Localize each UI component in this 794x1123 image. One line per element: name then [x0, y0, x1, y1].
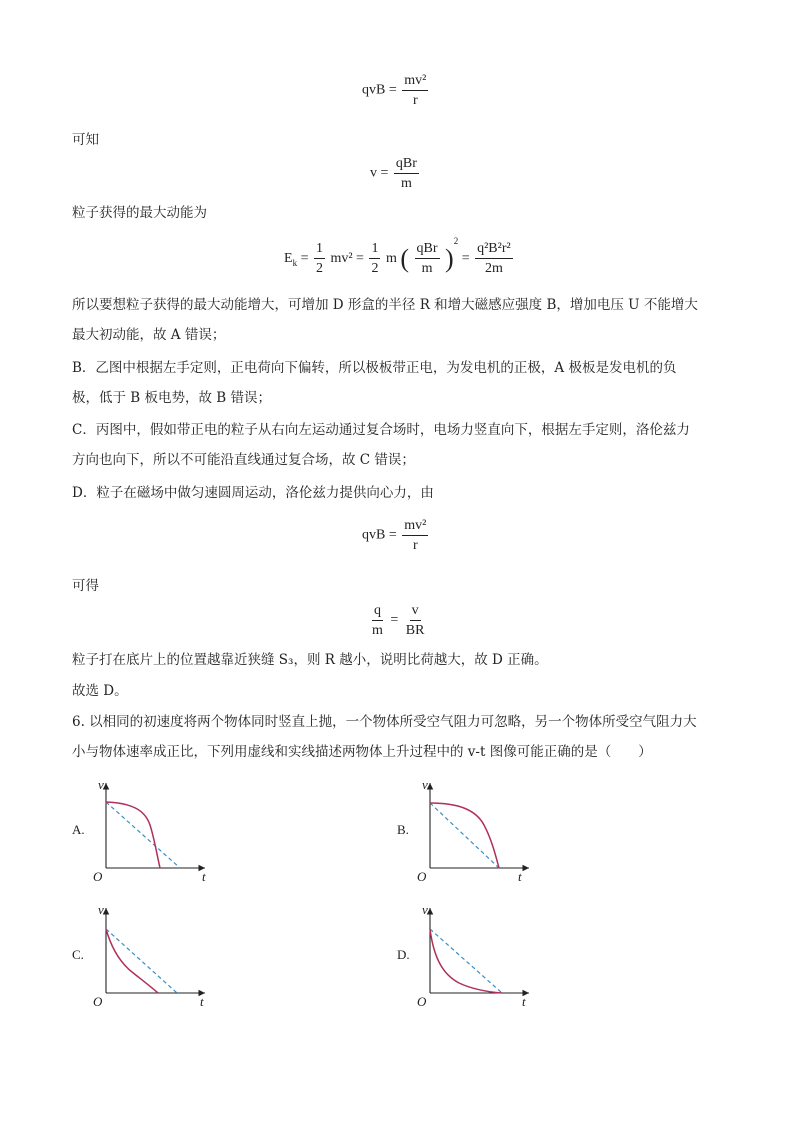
option-d-label[interactable]: D. [397, 947, 410, 962]
question-6-line: 6. 以相同的初速度将两个物体同时竖直上抛，一个物体所受空气阻力可忽略，另一个物体所受空气阻力大 [72, 714, 697, 730]
denominator: 2 [315, 261, 323, 277]
option-a-label[interactable]: A. [72, 822, 85, 837]
equation-velocity [370, 155, 421, 192]
x-axis-label: t [200, 994, 204, 1009]
y-axis-label: v [422, 902, 428, 917]
numerator: q [372, 602, 383, 621]
equation-charge-mass-ratio [368, 602, 428, 639]
paren-open: ( [400, 243, 410, 273]
numerator: v [410, 602, 421, 621]
equation-lorentz-centripetal-2 [362, 517, 430, 554]
eq-term: mv² = [330, 251, 364, 266]
denominator: BR [405, 623, 425, 638]
fraction [314, 240, 325, 277]
eq-operator: = [461, 251, 470, 266]
eq-lhs: v = [370, 165, 389, 181]
dashed-line [106, 802, 180, 868]
eq-symbol: E [284, 251, 293, 266]
graph-option-a[interactable] [90, 775, 215, 889]
y-axis-label: v [422, 777, 428, 792]
text-line: 可知 [72, 132, 99, 148]
numerator: q²B²r² [475, 240, 513, 259]
dashed-line [430, 929, 502, 993]
paren-close: ) [445, 243, 454, 273]
text-line: 所以要想粒子获得的最大动能增大，可增加 D 形盒的半径 R 和增大磁感应强度 B，增加电压 U 不能增大 [72, 297, 698, 313]
graph-option-d[interactable] [414, 900, 539, 1014]
x-axis-label: t [202, 869, 206, 884]
fraction [475, 240, 513, 277]
fraction [404, 602, 427, 639]
eq-operator: = [300, 251, 312, 266]
origin-label: O [417, 869, 427, 884]
y-axis-label: v [98, 902, 104, 917]
equation-lorentz-centripetal [362, 72, 430, 109]
eq-exponent: 2 [453, 236, 459, 246]
denominator: m [400, 176, 412, 191]
option-b-label[interactable]: B. [397, 822, 409, 837]
fraction [370, 602, 385, 639]
dashed-line [106, 929, 177, 993]
denominator: r [412, 93, 418, 108]
origin-label: O [93, 869, 103, 884]
fraction [394, 155, 419, 192]
solid-curve [106, 802, 160, 868]
eq-subscript: k [292, 257, 298, 268]
text-line: 最大初动能，故 A 错误； [72, 327, 226, 343]
text-line: 故选 D。 [72, 683, 128, 699]
option-c-label[interactable]: C. [72, 947, 84, 962]
fraction [369, 240, 380, 277]
graph-option-b[interactable] [414, 775, 539, 889]
numerator: mv² [402, 517, 428, 536]
fraction [415, 240, 440, 277]
origin-label: O [93, 994, 103, 1009]
eq-lhs: qvB = [362, 527, 397, 543]
graph-option-c[interactable] [90, 900, 215, 1014]
numerator: 1 [314, 240, 325, 259]
text-line: D．粒子在磁场中做匀速圆周运动，洛伦兹力提供向心力，由 [72, 485, 434, 501]
fraction [402, 517, 428, 554]
eq-operator: = [390, 612, 399, 628]
numerator: mv² [402, 72, 428, 91]
denominator: 2m [484, 261, 503, 277]
eq-lhs: qvB = [362, 82, 397, 98]
numerator: qBr [394, 155, 419, 174]
question-6-line: 小与物体速率成正比，下列用虚线和实线描述两物体上升过程中的 v-t 图像可能正确的是（ ） [72, 744, 652, 760]
text-line: B．乙图中根据左手定则，正电荷向下偏转，所以极板带正电，为发电机的正极，A 极板是发电机的负 [72, 360, 677, 376]
text-line: 方向也向下，所以不可能沿直线通过复合场，故 C 错误； [72, 452, 415, 468]
fraction [402, 72, 428, 109]
denominator: m [372, 623, 383, 638]
y-axis-label: v [98, 777, 104, 792]
denominator: r [412, 538, 418, 553]
denominator: 2 [371, 261, 379, 277]
eq-term: m [385, 251, 397, 266]
text-line: 粒子打在底片上的位置越靠近狭缝 S₃，则 R 越小，说明比荷越大，故 D 正确。 [72, 652, 548, 668]
origin-label: O [417, 994, 427, 1009]
text-line: C．丙图中，假如带正电的粒子从右向左运动通过复合场时，电场力竖直向下，根据左手定则，洛伦兹力 [72, 422, 690, 438]
text-line: 粒子获得的最大动能为 [72, 205, 207, 221]
x-axis-label: t [518, 869, 522, 884]
denominator: m [421, 261, 433, 277]
numerator: qBr [415, 240, 440, 259]
equation-kinetic-energy [284, 236, 515, 277]
solid-curve [106, 929, 158, 993]
x-axis-label: t [522, 994, 526, 1009]
text-line: 可得 [72, 578, 99, 594]
numerator: 1 [369, 240, 380, 259]
text-line: 极，低于 B 板电势，故 B 错误； [72, 390, 272, 406]
